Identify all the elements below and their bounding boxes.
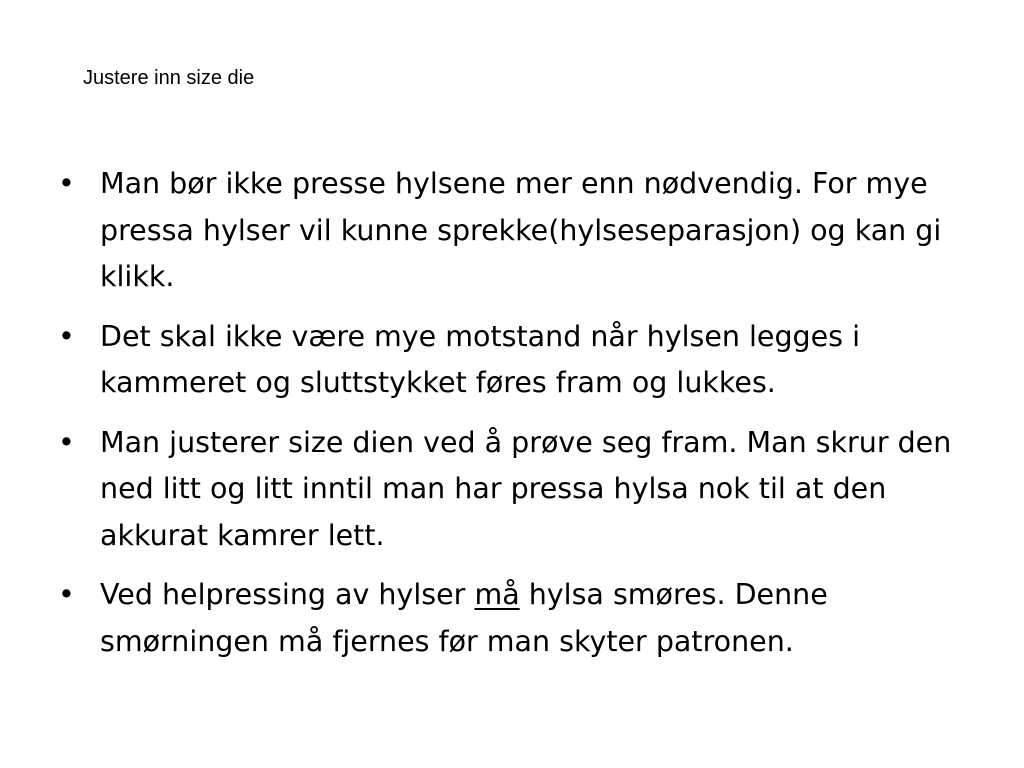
bullet-item — [58, 572, 973, 665]
bullet-text: Man justerer size dien ved å prøve seg fram. Man skrur den ned litt og litt inntil man har pressa hylsa nok til at den akkurat kamrer lett. — [100, 425, 952, 552]
bullet-dot-icon: • — [58, 425, 75, 459]
bullet-item — [58, 420, 973, 560]
bullet-item — [58, 314, 973, 407]
bullet-text-after: hylsa smøres. Denne smørningen må fjernes før man skyter patronen. — [100, 578, 828, 658]
bullet-dot-icon: • — [58, 167, 75, 200]
bullet-text: Man bør ikke presse hylsene mer enn nødvendig. For mye pressa hylser vil kunne sprekke(hylseseparasjon) og kan gi klikk. — [100, 167, 942, 293]
bullet-text: Det skal ikke være mye motstand når hylsen legges i kammeret og sluttstykket føres fram og lukkes. — [100, 319, 860, 399]
bullet-text-before: Ved helpressing av hylser — [100, 578, 475, 611]
bullet-text-emphasis: må — [474, 578, 520, 611]
bullet-dot-icon: • — [58, 578, 75, 611]
bullet-item — [58, 161, 973, 301]
bullet-dot-icon: • — [58, 319, 75, 353]
slide-title: Justere inn size die — [83, 67, 255, 89]
bullet-text — [100, 578, 828, 658]
bullet-list — [58, 161, 973, 665]
